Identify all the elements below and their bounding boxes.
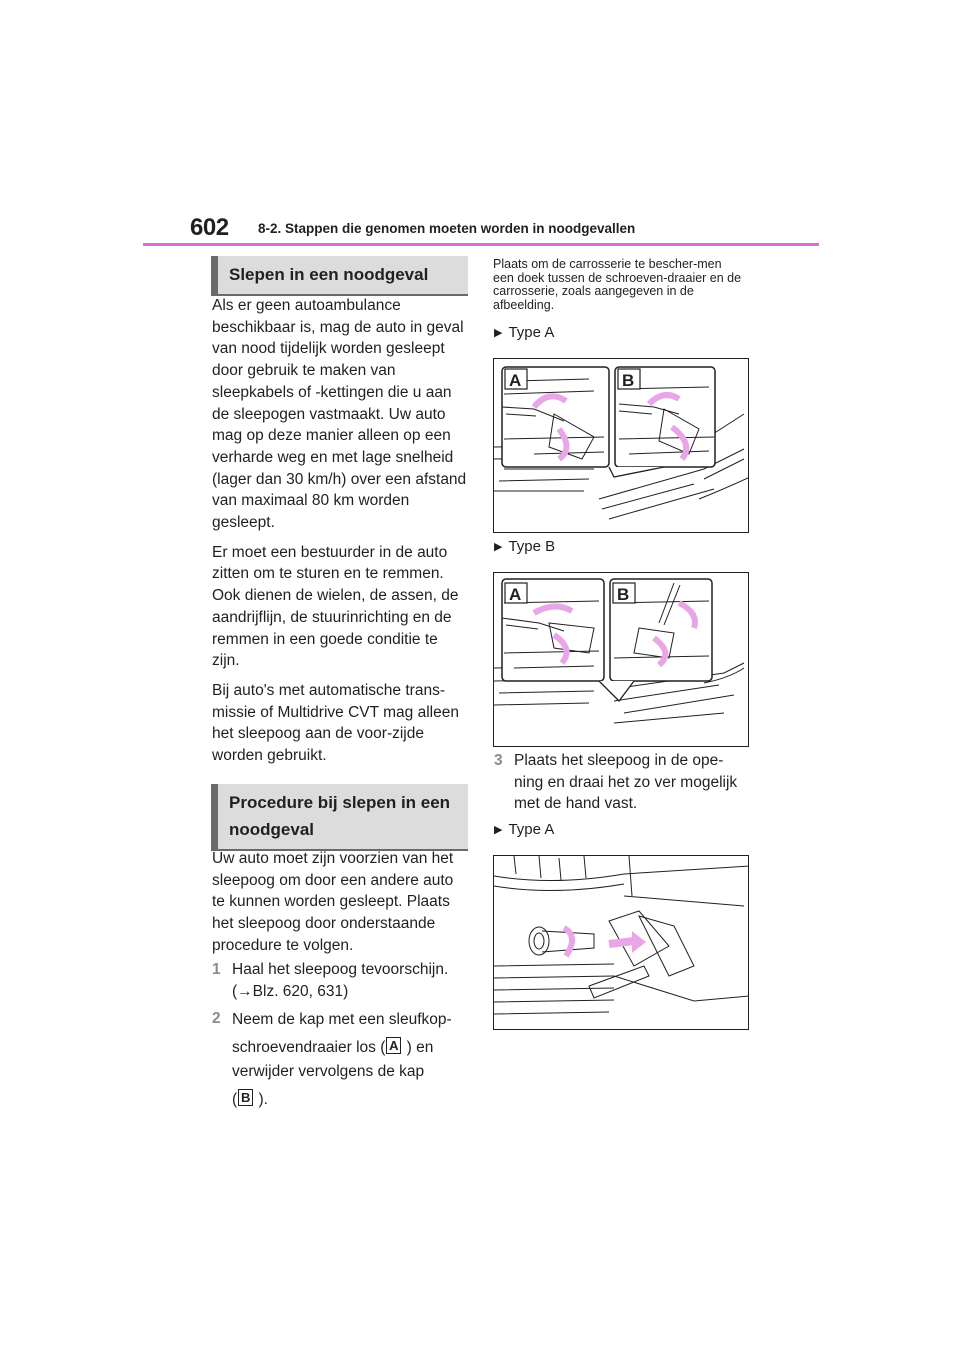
- step-text: ).: [254, 1091, 268, 1108]
- paragraph: Als er geen autoambulance beschikbaar is, mag de auto in geval van nood tijdelijk worden gesleept door gebruik te maken van sleepkabels of -kettingen die u aan de sleepogen vastmaakt. Uw auto mag op deze manier alleen op een verharde weg en met lage snelheid (lager dan 30 km/h) over een afstand van maximaal 80 km worden gesleept.: [212, 297, 467, 532]
- type-label-text: Type A: [508, 821, 555, 838]
- step-1: [212, 959, 470, 1002]
- paragraph: Bij auto's met automatische trans-missie of Multidrive CVT mag alleen het sleepoog aan de voor-zijde worden gebruikt.: [212, 681, 459, 765]
- type-b-label: [494, 538, 555, 555]
- step-text: Plaats het sleepoog in de ope-ning en draai het zo ver mogelijk met de hand vast.: [514, 752, 738, 813]
- section-heading-procedure: [211, 784, 468, 851]
- step-2: [212, 1008, 474, 1112]
- step-text: Neem de kap met een sleufkop-: [232, 1011, 452, 1028]
- paragraph: Er moet een bestuurder in de auto zitten om te sturen en te remmen. Ook dienen de wielen, de assen, de aandrijflijn, de stuurinrichting en de remmen in een goede conditie te zijn.: [212, 543, 459, 670]
- type-a-label-2: [494, 821, 554, 838]
- step-text: (: [232, 1091, 238, 1108]
- marker-a-box: A: [386, 1037, 401, 1054]
- figure-label-a: A: [509, 371, 522, 390]
- figure-type-a-remove-cover: [493, 358, 749, 533]
- step-number: 3: [494, 752, 503, 769]
- illustration-caption: Plaats om de carrosserie te bescher-men een doek tussen de schroeven-draaier en de carrosserie, zoals aangegeven in de afbeelding.: [493, 257, 742, 312]
- type-label-text: Type B: [508, 538, 556, 555]
- insert-tow-eye-illustration: [494, 856, 749, 1030]
- triangle-bullet-icon: ▶: [494, 824, 503, 836]
- step-number: 2: [212, 1010, 221, 1027]
- figure-type-b-remove-cover: [493, 572, 749, 747]
- section2-intro: [212, 848, 467, 965]
- section-heading-emergency-towing: Slepen in een noodgeval: [211, 256, 468, 296]
- type-label-text: Type A: [508, 324, 555, 341]
- remove-cover-illustration-b: [494, 573, 749, 747]
- figure-type-a-insert-tow-eye: [493, 855, 749, 1030]
- heading-line: noodgeval: [229, 820, 315, 839]
- step-text: verwijder vervolgens de kap: [232, 1063, 425, 1080]
- heading-line: Procedure bij slepen in een: [229, 793, 451, 812]
- step-text: Haal het sleepoog tevoorschijn.: [232, 961, 449, 978]
- triangle-bullet-icon: ▶: [494, 327, 503, 339]
- chapter-title: 8-2. Stappen die genomen moeten worden in noodgevallen: [258, 221, 636, 236]
- type-a-label: [494, 324, 554, 341]
- section1-body: [212, 295, 467, 775]
- page-number: 602: [190, 214, 229, 241]
- figure-label-b: B: [617, 585, 630, 604]
- header-divider: [143, 243, 819, 246]
- step-text: schroevendraaier los (: [232, 1039, 386, 1056]
- figure-label-b: B: [622, 371, 635, 390]
- step-text: ) en: [402, 1039, 434, 1056]
- paragraph: Uw auto moet zijn voorzien van het sleepoog om door een andere auto te kunnen worden gesleept. Plaats het sleepoog door onderstaande procedure te volgen.: [212, 850, 454, 954]
- remove-cover-illustration-a: [494, 359, 749, 533]
- step-number: 1: [212, 961, 221, 978]
- step-3: [494, 750, 752, 815]
- figure-label-a: A: [509, 585, 522, 604]
- page-reference: (→Blz. 620, 631): [232, 982, 349, 1000]
- triangle-bullet-icon: ▶: [494, 541, 503, 553]
- marker-b-box: B: [238, 1089, 253, 1106]
